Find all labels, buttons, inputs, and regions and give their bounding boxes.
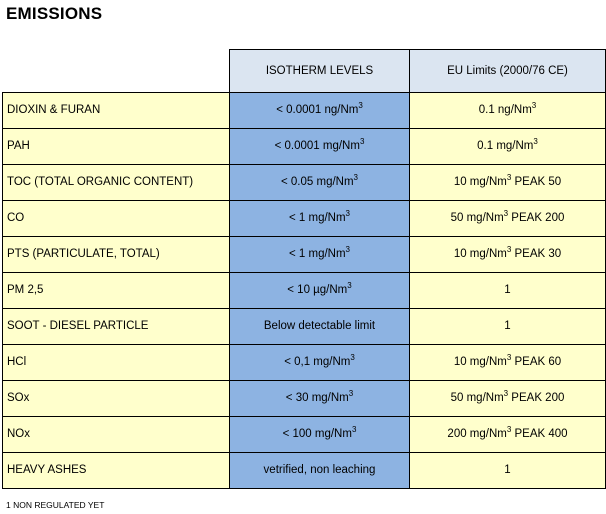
header-eu-limits: EU Limits (2000/76 CE) [410, 50, 606, 93]
footnote: 1 NON REGULATED YET [6, 500, 105, 510]
table-row [3, 345, 606, 381]
iso-superscript: 3 [345, 209, 350, 219]
isotherm-level-cell [230, 165, 410, 201]
eu-peak-value: PEAK 50 [511, 176, 562, 189]
iso-value: < 1 mg/Nm [288, 248, 346, 261]
eu-value: 200 mg/Nm [447, 428, 507, 441]
eu-peak-value: PEAK 400 [511, 428, 568, 441]
eu-value: 1 [504, 284, 511, 297]
eu-value: 10 mg/Nm [453, 176, 507, 189]
eu-value: 50 mg/Nm [450, 212, 504, 225]
eu-peak-value: PEAK 200 [508, 212, 565, 225]
eu-value: 0.1 ng/Nm [478, 104, 532, 117]
iso-superscript: 3 [353, 173, 358, 183]
eu-superscript: 3 [531, 101, 537, 111]
eu-limit-cell [410, 273, 606, 309]
iso-superscript: 3 [351, 425, 357, 435]
pollutant-name-cell: TOC (TOTAL ORGANIC CONTENT) [3, 165, 230, 201]
table-row [3, 237, 606, 273]
table-row [3, 417, 606, 453]
table-row [3, 165, 606, 201]
iso-value: < 100 mg/Nm [282, 428, 352, 441]
table-row [3, 93, 606, 129]
eu-limit-cell [410, 93, 606, 129]
isotherm-level-cell [230, 129, 410, 165]
eu-superscript: 3 [506, 425, 512, 435]
table-row [3, 201, 606, 237]
iso-value: < 0.05 mg/Nm [281, 176, 354, 189]
iso-superscript: 3 [359, 137, 365, 147]
iso-superscript: 3 [345, 245, 350, 255]
eu-value: 1 [504, 320, 511, 333]
pollutant-name-cell: SOOT - DIESEL PARTICLE [3, 309, 230, 345]
emissions-table [2, 49, 606, 489]
iso-value: < 0.0001 ng/Nm [276, 104, 359, 117]
eu-value: 1 [504, 464, 511, 477]
eu-limit-cell [410, 237, 606, 273]
isotherm-level-cell [230, 93, 410, 129]
pollutant-name-cell: PM 2,5 [3, 273, 230, 309]
pollutant-name-cell: HCl [3, 345, 230, 381]
table-row [3, 273, 606, 309]
pollutant-name-cell: PTS (PARTICULATE, TOTAL) [3, 237, 230, 273]
eu-superscript: 3 [503, 209, 509, 219]
eu-limit-cell [410, 453, 606, 489]
iso-superscript: 3 [347, 281, 352, 291]
isotherm-level-cell [230, 381, 410, 417]
eu-peak-value: PEAK 30 [511, 248, 562, 261]
isotherm-level-cell [230, 237, 410, 273]
eu-peak-value: PEAK 200 [508, 392, 565, 405]
isotherm-level-cell [230, 453, 410, 489]
pollutant-name-cell: HEAVY ASHES [3, 453, 230, 489]
iso-value: < 30 mg/Nm [285, 392, 349, 405]
eu-limit-cell [410, 165, 606, 201]
iso-superscript: 3 [350, 353, 355, 363]
eu-limit-cell [410, 381, 606, 417]
pollutant-name-cell: NOx [3, 417, 230, 453]
isotherm-level-cell [230, 345, 410, 381]
table-row [3, 129, 606, 165]
iso-value: Below detectable limit [263, 320, 376, 333]
table-row [3, 381, 606, 417]
table-row [3, 309, 606, 345]
iso-value: < 10 µg/Nm [287, 284, 348, 297]
eu-superscript: 3 [506, 353, 512, 363]
isotherm-level-cell [230, 201, 410, 237]
iso-value: < 0.0001 mg/Nm [274, 140, 360, 153]
eu-limit-cell [410, 309, 606, 345]
eu-limit-cell [410, 345, 606, 381]
eu-value: 0.1 mg/Nm [477, 140, 534, 153]
eu-superscript: 3 [506, 173, 512, 183]
iso-value: vetrified, non leaching [263, 464, 376, 477]
eu-value: 10 mg/Nm [453, 248, 507, 261]
iso-superscript: 3 [358, 101, 363, 111]
iso-value: < 1 mg/Nm [288, 212, 346, 225]
eu-superscript: 3 [506, 245, 512, 255]
pollutant-name-cell: SOx [3, 381, 230, 417]
isotherm-level-cell [230, 273, 410, 309]
eu-limit-cell [410, 129, 606, 165]
eu-limit-cell [410, 417, 606, 453]
isotherm-level-cell [230, 309, 410, 345]
header-blank-cell [3, 50, 230, 93]
header-isotherm-levels: ISOTHERM LEVELS [230, 50, 410, 93]
table-row [3, 453, 606, 489]
iso-superscript: 3 [348, 389, 354, 399]
isotherm-level-cell [230, 417, 410, 453]
pollutant-name-cell: DIOXIN & FURAN [3, 93, 230, 129]
eu-peak-value: PEAK 60 [511, 356, 562, 369]
eu-superscript: 3 [533, 137, 538, 147]
page-title: EMISSIONS [6, 4, 103, 23]
eu-limit-cell [410, 201, 606, 237]
table-header-row [3, 50, 606, 93]
eu-value: 10 mg/Nm [453, 356, 507, 369]
table-body [3, 93, 606, 489]
eu-superscript: 3 [503, 389, 509, 399]
pollutant-name-cell: PAH [3, 129, 230, 165]
pollutant-name-cell: CO [3, 201, 230, 237]
eu-value: 50 mg/Nm [450, 392, 504, 405]
iso-value: < 0,1 mg/Nm [284, 356, 351, 369]
